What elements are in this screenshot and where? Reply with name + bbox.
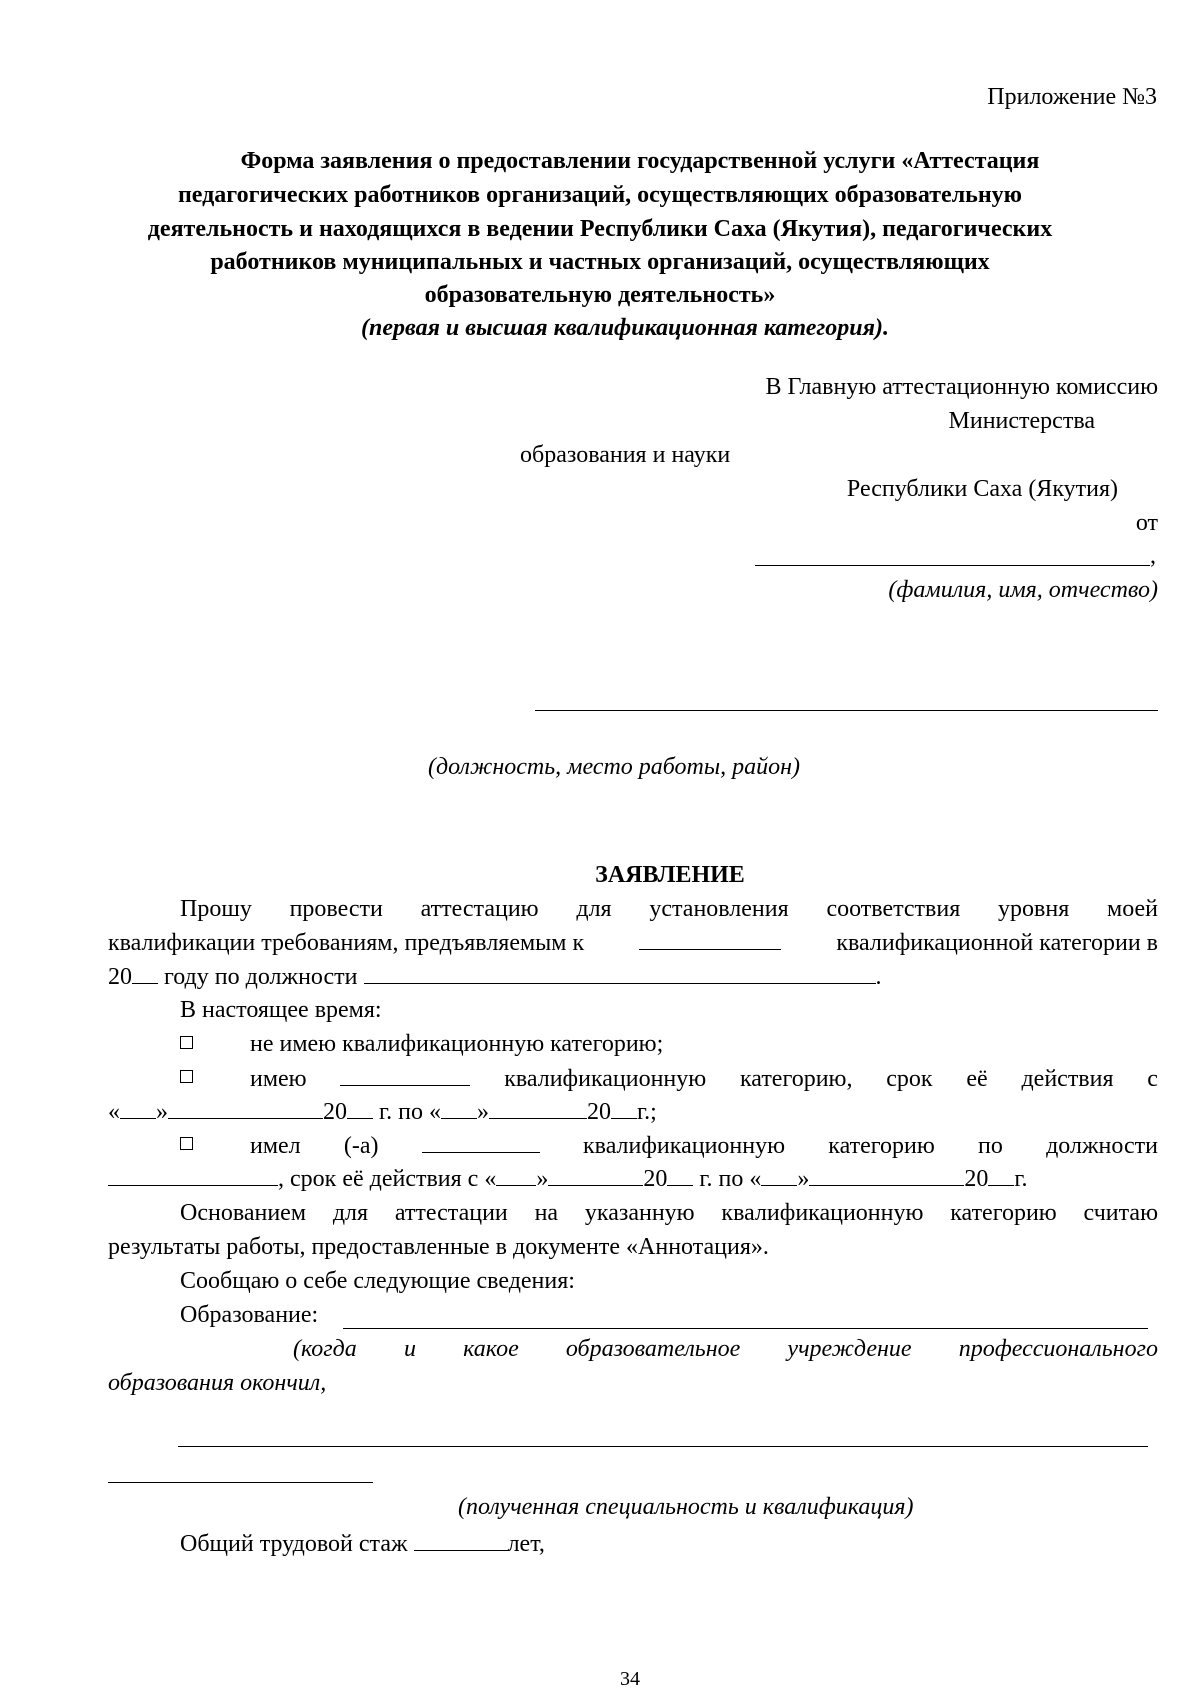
- education-hint-line-2: образования окончил,: [108, 1370, 327, 1396]
- word: какое: [463, 1336, 519, 1362]
- word: квалификационную: [583, 1133, 786, 1159]
- fio-hint: (фамилия, имя, отчество): [888, 577, 1158, 603]
- year-field[interactable]: [347, 1096, 373, 1119]
- month-field[interactable]: [809, 1163, 964, 1186]
- checkbox-icon[interactable]: [180, 1137, 193, 1150]
- word: аттестацию: [420, 896, 539, 922]
- appendix-label: Приложение №3: [987, 84, 1157, 110]
- fio-comma: ,: [1150, 543, 1156, 569]
- education-field[interactable]: [343, 1328, 1148, 1329]
- word: категорию: [950, 1200, 1057, 1226]
- quote-close: »: [536, 1166, 549, 1192]
- education-hint-line-1: [293, 1334, 1158, 1364]
- word: квалификационную: [721, 1200, 924, 1226]
- title-line-3: деятельность и находящихся в ведении Республики Саха (Якутия), педагогических: [147, 216, 1053, 242]
- word: для: [576, 896, 612, 922]
- quote-close: »: [156, 1099, 168, 1125]
- period: .: [875, 964, 882, 990]
- addressee-line-2: Министерства: [948, 408, 1095, 434]
- addressee-from: от: [1135, 510, 1158, 536]
- word: образовательное: [565, 1336, 741, 1362]
- option-3-line-2: [108, 1163, 1027, 1194]
- education-label: Образование:: [180, 1302, 319, 1328]
- word: профессионального: [958, 1336, 1158, 1362]
- word: на: [534, 1200, 559, 1226]
- year-field[interactable]: [988, 1163, 1014, 1186]
- day-field[interactable]: [441, 1096, 477, 1119]
- education-field-2[interactable]: [178, 1446, 1148, 1447]
- validity-label: , срок её действия с «: [278, 1166, 497, 1192]
- word: Основанием: [180, 1200, 307, 1226]
- word: для: [332, 1200, 369, 1226]
- option-2: [180, 1063, 193, 1093]
- title-line-2: педагогических работников организаций, осуществляющих образовательную: [177, 182, 1023, 208]
- addressee-line-1: В Главную аттестационную комиссию: [765, 374, 1158, 400]
- basis-line-1: [180, 1198, 1158, 1228]
- word: категорию,: [739, 1066, 853, 1092]
- word: (когда: [293, 1336, 357, 1362]
- word: соответствия: [826, 896, 961, 922]
- option-3: [180, 1130, 193, 1160]
- option-1: [180, 1029, 193, 1059]
- option-2-line-2: [108, 1096, 657, 1127]
- category-field[interactable]: [422, 1130, 540, 1153]
- year-field[interactable]: [611, 1096, 637, 1119]
- option-3-line-1: [250, 1130, 1158, 1161]
- addressee-line-3: образования и науки: [520, 442, 731, 468]
- day-field[interactable]: [761, 1163, 797, 1186]
- experience-years-field[interactable]: [414, 1528, 508, 1551]
- word: по: [978, 1133, 1003, 1159]
- option-2-line-1: [250, 1063, 1158, 1094]
- checkbox-icon[interactable]: [180, 1070, 193, 1083]
- to-label: г. по «: [699, 1166, 762, 1192]
- word: указанную: [584, 1200, 695, 1226]
- basis-line-2: результаты работы, предоставленные в документе «Аннотация».: [108, 1234, 769, 1260]
- title-line-1: Форма заявления о предоставлении государственной услуги «Аттестация: [240, 148, 1040, 174]
- word: считаю: [1083, 1200, 1158, 1226]
- p1-line-2: [108, 927, 1158, 958]
- word: имею: [250, 1066, 307, 1092]
- word: её: [966, 1066, 988, 1092]
- year-prefix: 20: [323, 1099, 347, 1125]
- word: Прошу: [180, 896, 252, 922]
- year-prefix: 20: [643, 1166, 668, 1192]
- word: категорию: [828, 1133, 935, 1159]
- position-hint: (должность, место работы, район): [428, 754, 801, 780]
- year-prefix: 20: [964, 1166, 989, 1192]
- position-name-field[interactable]: [364, 961, 876, 984]
- quote-close: »: [797, 1166, 810, 1192]
- p1-line-3: [108, 961, 882, 992]
- word: уровня: [998, 896, 1070, 922]
- word: с: [1147, 1066, 1158, 1092]
- p1-text-c: году по должности: [164, 964, 358, 990]
- word: квалификационную: [504, 1066, 707, 1092]
- category-field[interactable]: [639, 927, 781, 950]
- position-name-field[interactable]: [108, 1163, 278, 1186]
- experience-label: Общий трудовой стаж: [180, 1531, 408, 1557]
- p1-line-1: [180, 894, 1158, 924]
- word: (-а): [343, 1133, 379, 1159]
- month-field[interactable]: [548, 1163, 643, 1186]
- to-label: г. по «: [379, 1099, 441, 1125]
- word: срок: [886, 1066, 933, 1092]
- month-field[interactable]: [489, 1096, 587, 1119]
- statement-heading: ЗАЯВЛЕНИЕ: [595, 862, 745, 888]
- option-1-text: не имею квалификационную категорию;: [250, 1031, 664, 1057]
- year-suffix: г.: [1014, 1166, 1028, 1192]
- word: моей: [1107, 896, 1158, 922]
- education-hint-text: полученная специальность и квалификация): [466, 1494, 914, 1520]
- checkbox-icon[interactable]: [180, 1036, 193, 1049]
- fio-field[interactable]: [755, 565, 1150, 566]
- word: имел: [250, 1133, 301, 1159]
- current-status-label: В настоящее время:: [180, 997, 382, 1023]
- day-field[interactable]: [496, 1163, 536, 1186]
- title-subtitle: (первая и высшая квалификационная категория).: [361, 315, 889, 341]
- day-field[interactable]: [120, 1096, 156, 1119]
- word: аттестации: [394, 1200, 508, 1226]
- p1-text-a: квалификации требованиям, предъявляемым к: [108, 930, 585, 956]
- quote-open: «: [108, 1099, 120, 1125]
- page-number: 34: [620, 1668, 640, 1690]
- word: провести: [289, 896, 383, 922]
- month-field[interactable]: [168, 1096, 323, 1119]
- word: должности: [1046, 1133, 1158, 1159]
- title-line-4: работников муниципальных и частных организаций, осуществляющих: [210, 249, 990, 275]
- education-field-3[interactable]: [108, 1482, 373, 1483]
- title-line-5: образовательную деятельность»: [424, 282, 776, 308]
- word: действия: [1021, 1066, 1114, 1092]
- word: и: [403, 1336, 416, 1362]
- year-field[interactable]: [667, 1163, 693, 1186]
- word: учреждение: [787, 1336, 912, 1362]
- word: установления: [649, 896, 789, 922]
- education-hint-line-3: (полученная специальность и квалификация): [458, 1494, 914, 1520]
- year-field[interactable]: [132, 961, 158, 984]
- position-field[interactable]: [535, 710, 1158, 711]
- year-prefix: 20: [108, 964, 132, 990]
- p1-text-b: квалификационной категории в: [836, 930, 1158, 956]
- year-suffix: г.;: [636, 1099, 657, 1125]
- years-label: лет,: [507, 1531, 545, 1557]
- addressee-line-4: Республики Саха (Якутия): [846, 476, 1118, 502]
- info-label: Сообщаю о себе следующие сведения:: [180, 1268, 575, 1294]
- year-prefix: 20: [586, 1099, 611, 1125]
- category-field[interactable]: [340, 1063, 470, 1086]
- experience-line: [180, 1528, 545, 1559]
- quote-close: »: [476, 1099, 489, 1125]
